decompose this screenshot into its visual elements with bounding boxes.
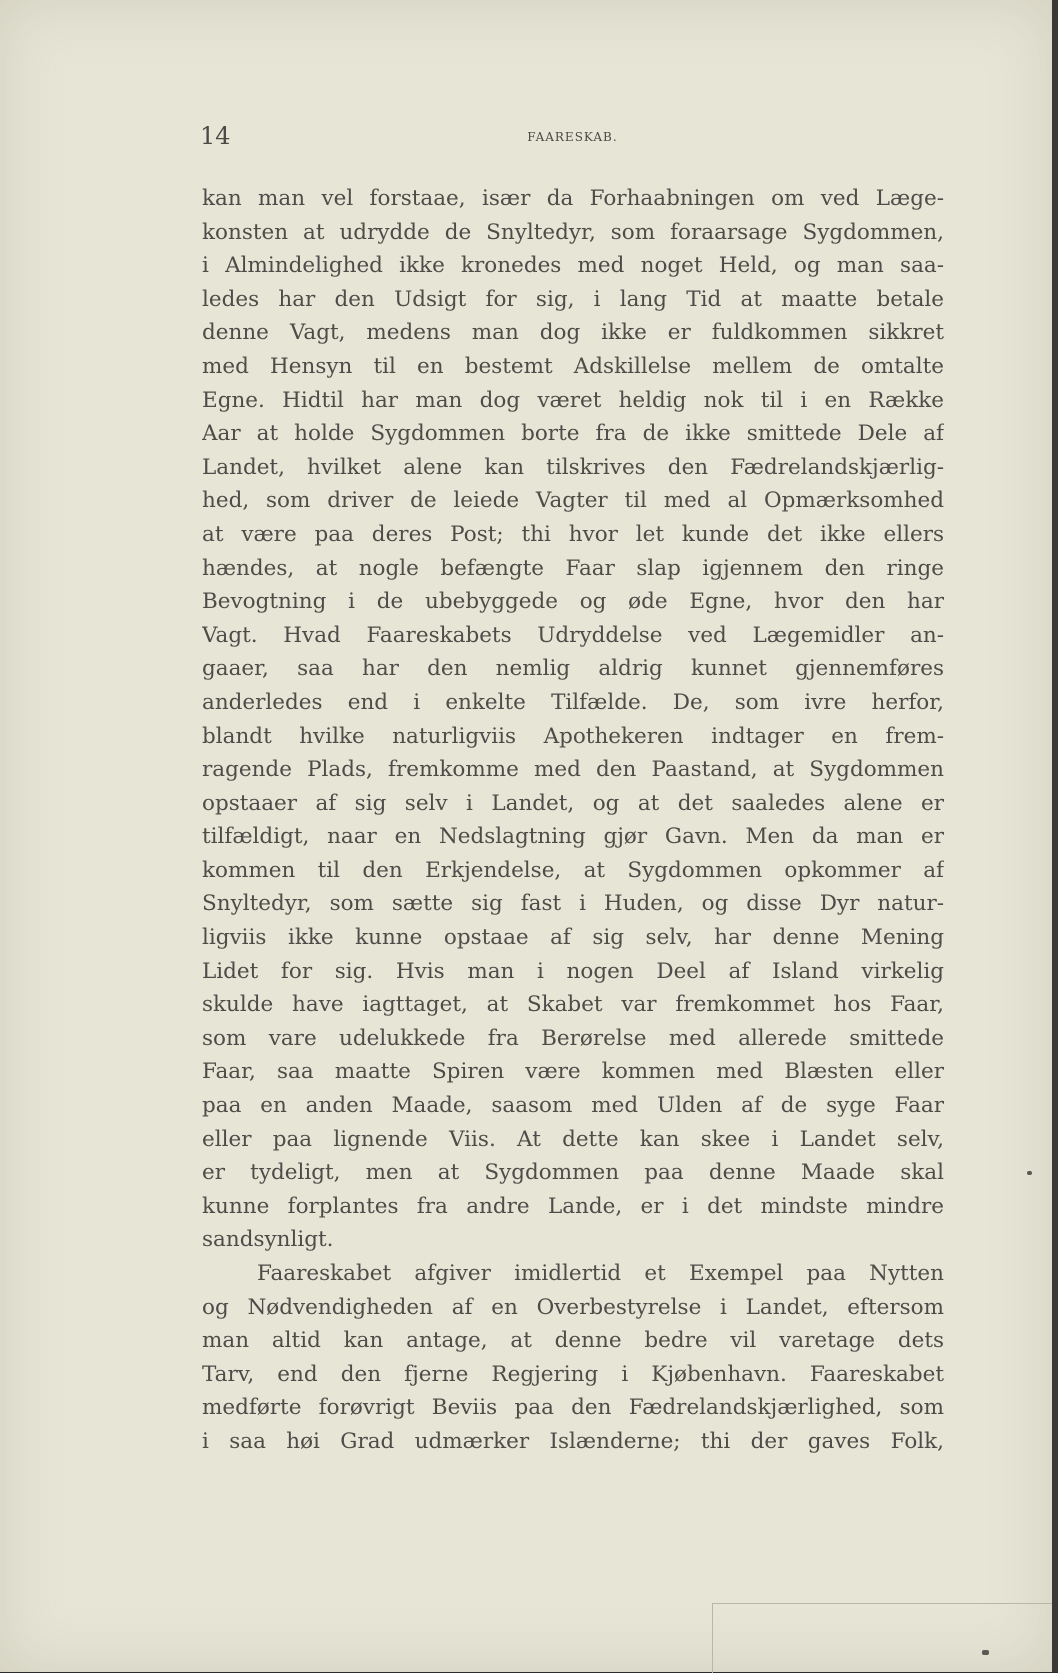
body-text	[202, 182, 944, 1459]
text-line: som vare udelukkede fra Berørelse med allerede smittede	[202, 1025, 944, 1051]
text-line: blandt hvilke naturligviis Apothekeren indtager en frem-	[202, 723, 944, 749]
text-line: Lidet for sig. Hvis man i nogen Deel af Island virkelig	[202, 958, 944, 984]
text-line: Aar at holde Sygdommen borte fra de ikke smittede Dele af	[202, 421, 944, 447]
text-line: skulde have iagttaget, at Skabet var fremkommet hos Faar,	[202, 992, 944, 1018]
text-line: medførte forøvrigt Beviis paa den Fædrelandskjærlighed, som	[202, 1395, 944, 1421]
text-line: med Hensyn til en bestemt Adskillelse mellem de omtalte	[202, 353, 944, 379]
text-line: Landet, hvilket alene kan tilskrives den Fædrelandskjærlig-	[202, 454, 944, 480]
page-header	[200, 118, 945, 158]
running-head: FAARESKAB.	[527, 130, 618, 144]
text-line: paa en anden Maade, saasom med Ulden af de syge Faar	[202, 1093, 944, 1119]
text-line: at være paa deres Post; thi hvor let kunde det ikke ellers	[202, 521, 944, 547]
text-line: Bevogtning i de ubebyggede og øde Egne, hvor den har	[202, 589, 944, 615]
text-line: Egne. Hidtil har man dog været heldig nok til i en Række	[202, 387, 944, 413]
margin-speck	[1027, 1171, 1032, 1175]
text-line: Faareskabet afgiver imidlertid et Exempel paa Nytten	[257, 1261, 944, 1286]
text-line: er tydeligt, men at Sygdommen paa denne Maade skal	[202, 1160, 944, 1186]
text-line: i Almindelighed ikke kronedes med noget Held, og man saa-	[202, 253, 944, 279]
text-line: man altid kan antage, at denne bedre vil varetage dets	[202, 1328, 944, 1354]
text-line: ragende Plads, fremkomme med den Paastand, at Sygdommen	[202, 757, 944, 783]
page-number: 14	[200, 122, 231, 150]
text-line: tilfældigt, naar en Nedslagtning gjør Gavn. Men da man er	[202, 824, 944, 850]
scan-corner-frame	[712, 1603, 1053, 1673]
text-line: Vagt. Hvad Faareskabets Udryddelse ved Lægemidler an-	[202, 622, 944, 648]
text-line: i saa høi Grad udmærker Islænderne; thi der gaves Folk,	[202, 1428, 944, 1454]
text-line: ledes har den Udsigt for sig, i lang Tid at maatte betale	[202, 286, 944, 312]
text-line: denne Vagt, medens man dog ikke er fuldkommen sikkret	[202, 320, 944, 346]
text-line: ligviis ikke kunne opstaae af sig selv, har denne Mening	[202, 925, 944, 951]
text-line: kunne forplantes fra andre Lande, er i det mindste mindre	[202, 1193, 944, 1219]
text-line: Tarv, end den fjerne Regjering i Kjøbenhavn. Faareskabet	[202, 1361, 944, 1387]
text-line: eller paa lignende Viis. At dette kan skee i Landet selv,	[202, 1126, 944, 1152]
text-line: anderledes end i enkelte Tilfælde. De, som ivre herfor,	[202, 689, 944, 715]
text-line: konsten at udrydde de Snyltedyr, som foraarsage Sygdommen,	[202, 219, 944, 245]
text-line: hændes, at nogle befængte Faar slap igjennem den ringe	[202, 555, 944, 581]
text-line: gaaer, saa har den nemlig aldrig kunnet gjennemføres	[202, 656, 944, 682]
text-line: Snyltedyr, som sætte sig fast i Huden, og disse Dyr natur-	[202, 891, 944, 917]
text-line: kommen til den Erkjendelse, at Sygdommen opkommer af	[202, 857, 944, 883]
text-line: og Nødvendigheden af en Overbestyrelse i Landet, eftersom	[202, 1294, 944, 1320]
corner-speck	[982, 1650, 989, 1655]
text-line: Faar, saa maatte Spiren være kommen med Blæsten eller	[202, 1059, 944, 1085]
page-edge	[1052, 0, 1058, 1672]
text-line: sandsynligt.	[202, 1227, 334, 1253]
text-line: hed, som driver de leiede Vagter til med al Opmærksomhed	[202, 488, 944, 514]
text-line: opstaaer af sig selv i Landet, og at det saaledes alene er	[202, 790, 944, 816]
text-line: kan man vel forstaae, især da Forhaabningen om ved Læge-	[202, 186, 944, 211]
